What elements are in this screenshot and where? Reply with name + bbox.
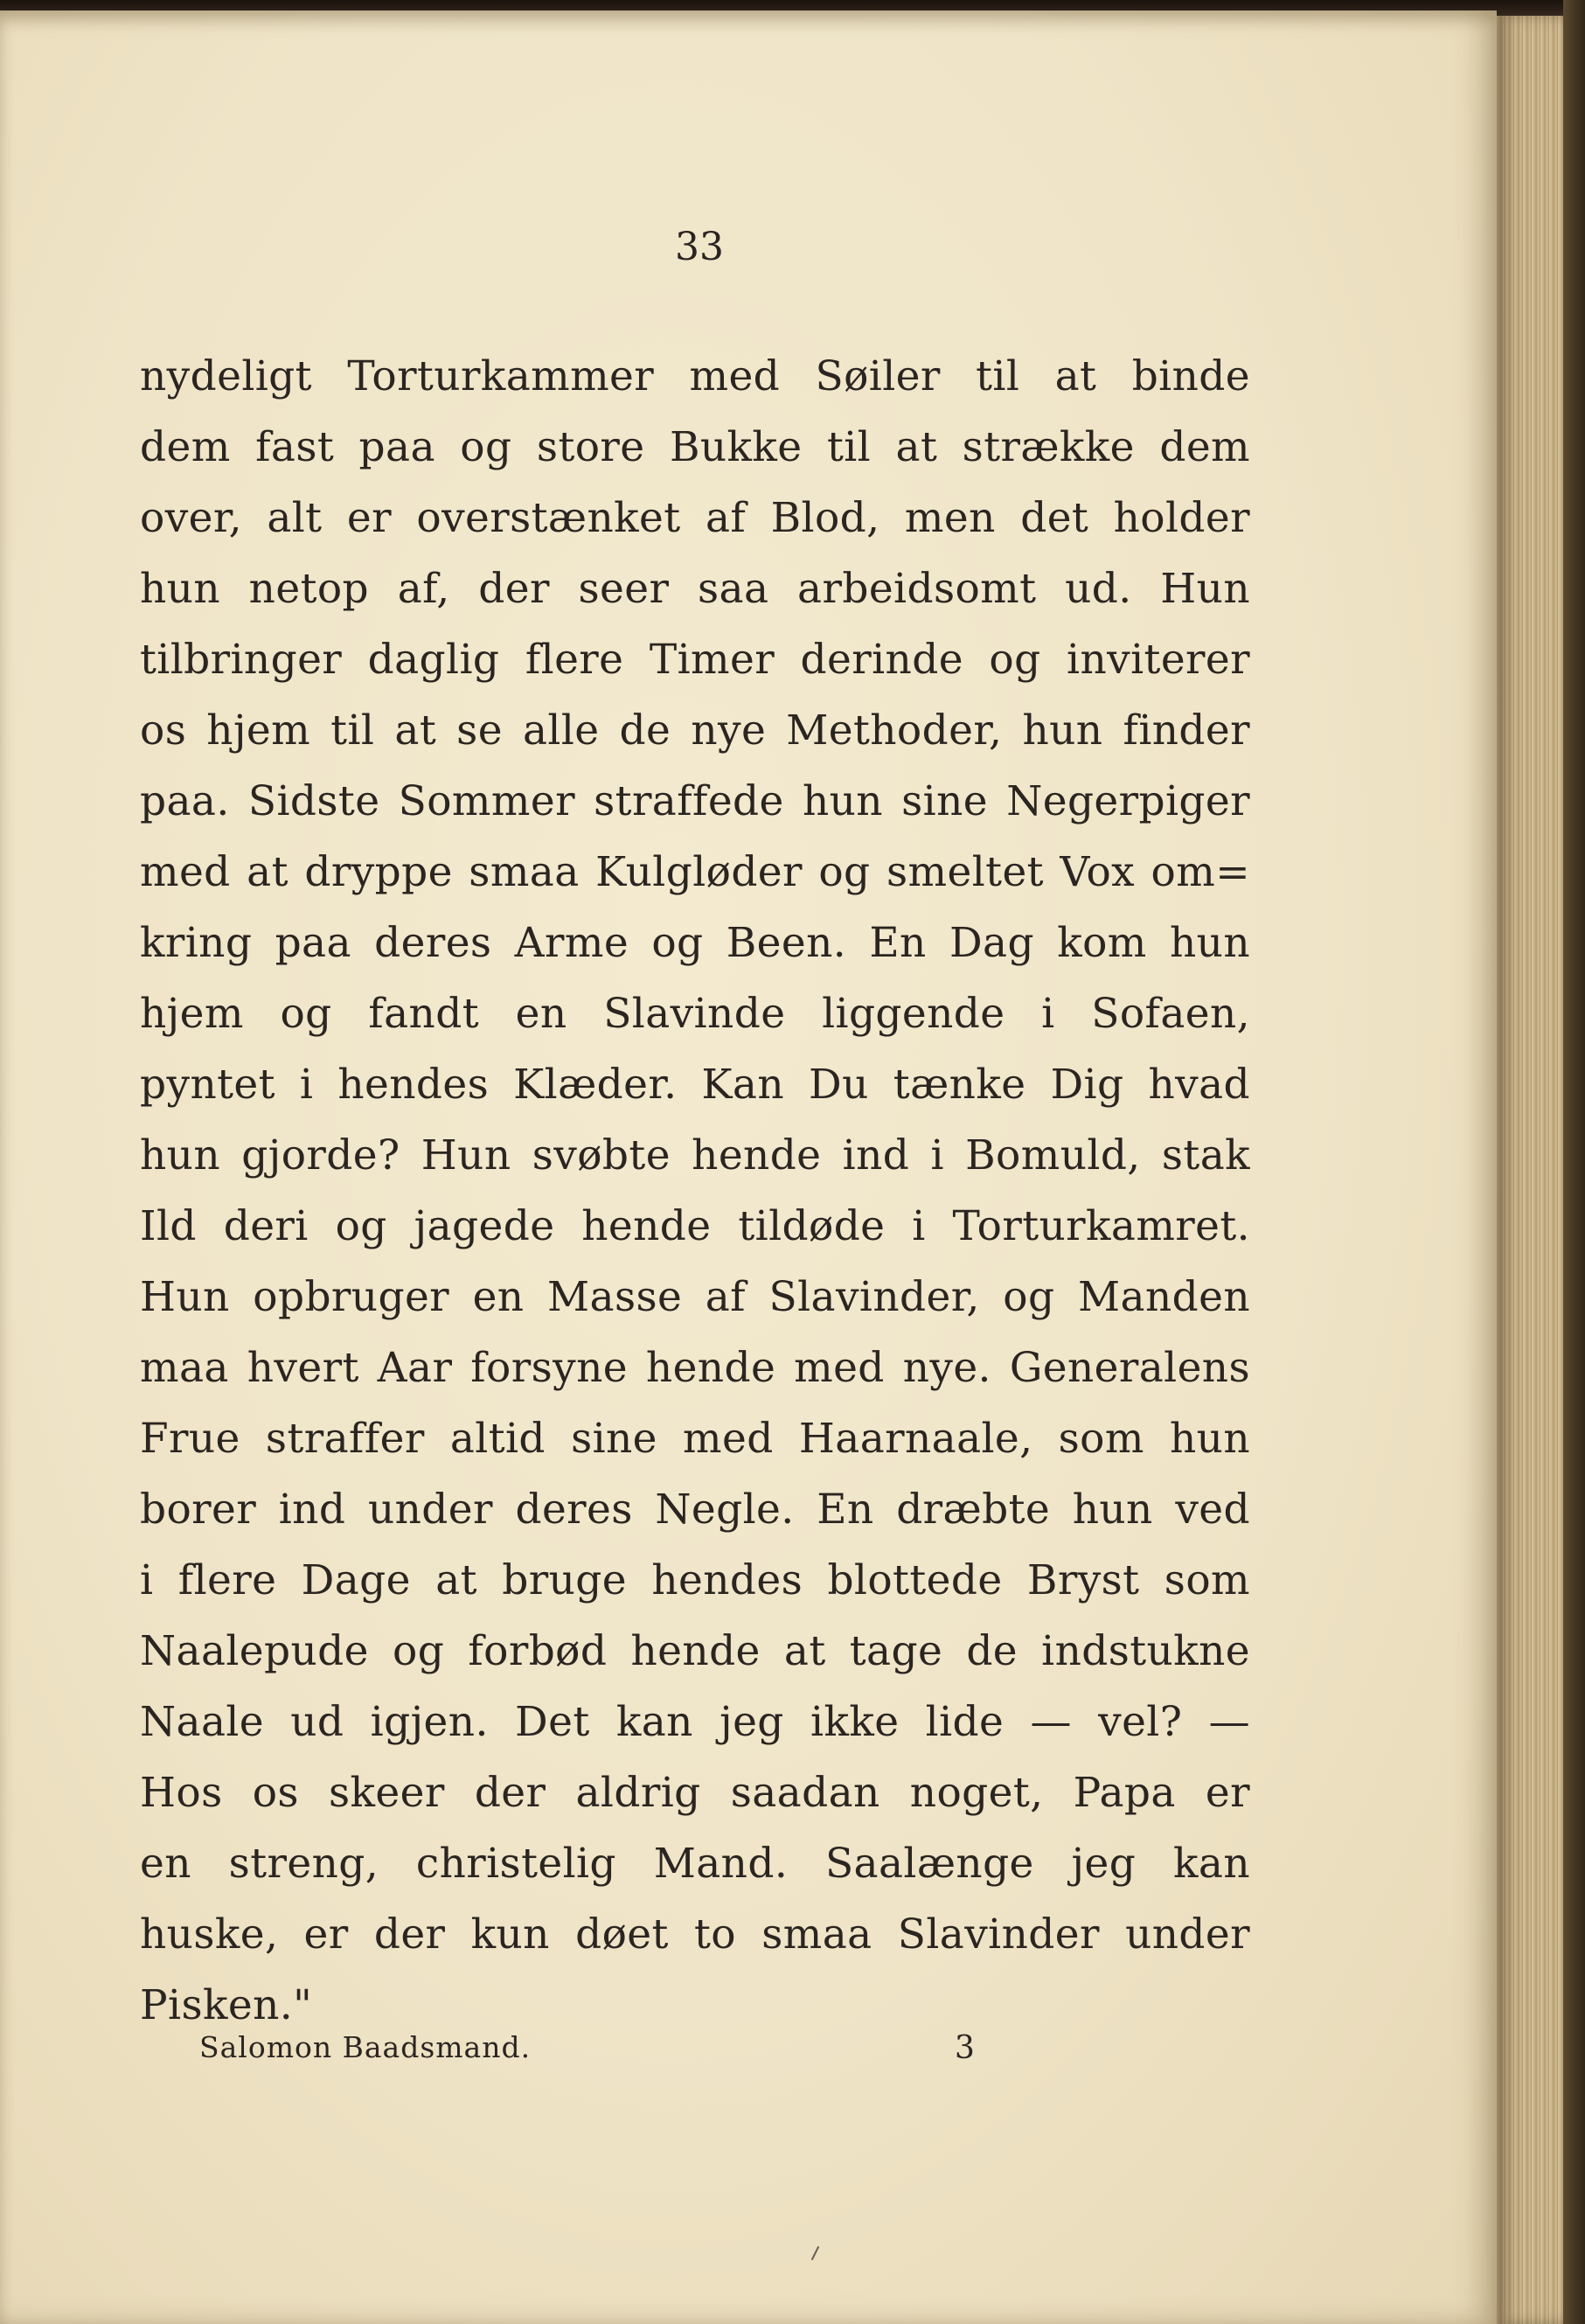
- text-line: nydeligt Torturkammer med Søiler til at binde: [140, 352, 1250, 400]
- text-line: Hun opbruger en Masse af Slavinder, og Manden: [140, 1273, 1250, 1321]
- text-line: paa. Sidste Sommer straffede hun sine Negerpiger: [140, 777, 1250, 825]
- book-cover-edge: [1563, 0, 1585, 2324]
- body-text: [140, 341, 1250, 2041]
- page-footer: [199, 2030, 986, 2074]
- text-line: hun gjorde? Hun svøbte hende ind i Bomuld, stak: [140, 1131, 1250, 1179]
- text-line: hjem og fandt en Slavinde liggende i Sofaen,: [140, 990, 1250, 1038]
- text-line: Naalepude og forbød hende at tage de indstukne: [140, 1627, 1250, 1675]
- text-line: Pisken.": [140, 1981, 313, 2029]
- text-line: over, alt er overstænket af Blod, men det holder: [140, 494, 1250, 542]
- text-line: huske, er der kun døet to smaa Slavinder under: [140, 1910, 1250, 1959]
- signature-mark: Salomon Baadsmand.: [199, 2030, 532, 2064]
- text-line: med at dryppe smaa Kulgløder og smeltet Vox om=: [140, 848, 1250, 896]
- text-line: maa hvert Aar forsyne hende med nye. Generalens: [140, 1344, 1250, 1392]
- text-line: hun netop af, der seer saa arbeidsomt ud. Hun: [140, 565, 1250, 613]
- text-line: tilbringer daglig flere Timer derinde og inviterer: [140, 636, 1250, 684]
- book-page: [0, 10, 1497, 2324]
- text-line: os hjem til at se alle de nye Methoder, hun finder: [140, 706, 1250, 755]
- text-line: en streng, christelig Mand. Saalænge jeg kan: [140, 1840, 1250, 1888]
- text-line: kring paa deres Arme og Been. En Dag kom hun: [140, 919, 1250, 967]
- text-line: pyntet i hendes Klæder. Kan Du tænke Dig hvad: [140, 1061, 1250, 1109]
- text-line: Naale ud igjen. Det kan jeg ikke lide — vel? —: [140, 1698, 1250, 1746]
- text-line: dem fast paa og store Bukke til at strække dem: [140, 423, 1250, 471]
- text-line: Frue straffer altid sine med Haarnaale, som hun: [140, 1415, 1250, 1463]
- text-line: Hos os skeer der aldrig saadan noget, Papa er: [140, 1769, 1250, 1817]
- page-number: 33: [675, 225, 724, 269]
- text-line: Ild deri og jagede hende tildøde i Torturkamret.: [140, 1202, 1250, 1250]
- sheet-number: 3: [955, 2030, 975, 2066]
- text-line: borer ind under deres Negle. En dræbte hun ved: [140, 1486, 1250, 1534]
- pencil-tick-mark: [810, 2245, 820, 2261]
- text-line: i flere Dage at bruge hendes blottede Bryst som: [140, 1556, 1250, 1604]
